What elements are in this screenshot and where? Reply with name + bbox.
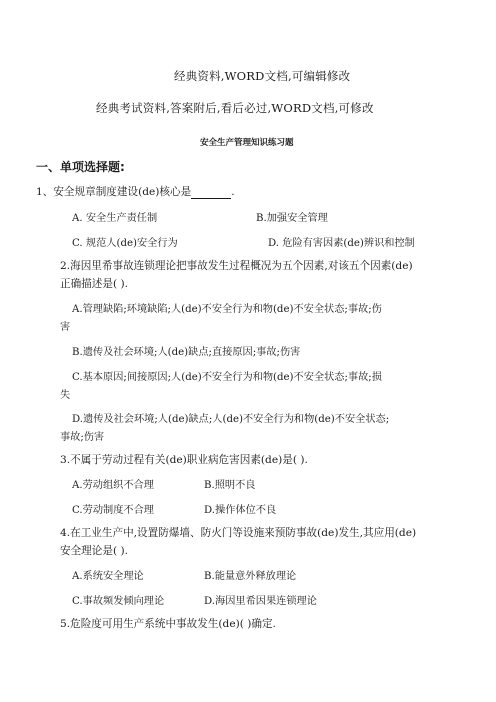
document-title: 安全生产管理知识练习题 [200,138,294,148]
q4-option-d: D.海因里希因果连锁理论 [204,596,317,607]
q4-option-a: A.系统安全理论 [72,571,144,582]
q3-option-c: C.劳动制度不合理 [72,505,154,516]
question-1-suffix: . [231,186,235,198]
q2-option-d-line-2: 事故;伤害 [60,432,105,443]
q2-option-c-line-2: 失 [60,390,71,401]
section-heading: 一、单项选择题: [36,160,125,174]
question-4-stem-line-1: 4.在工业生产中,设置防爆墙、防火门等设施来预防事故(de)发生,其应用(de) [60,527,417,539]
q1-option-d: D. 危险有害因素(de)辨识和控制 [268,238,415,249]
question-4-stem-line-2: 安全理论是( ). [60,545,128,557]
header-line-2: 经典考试资料,答案附后,看后必过,WORD文档,可修改 [96,101,374,115]
q3-option-a: A.劳动组织不合理 [72,480,154,491]
q2-option-a-line-2: 害 [60,322,71,333]
answer-blank [191,188,231,199]
question-1-text: 1、安全规章制度建设(de)核心是 [36,186,192,198]
q1-option-c: C. 规范人(de)安全行为 [72,238,178,249]
header-line-1: 经典资料,WORD文档,可编辑修改 [174,69,351,83]
q2-option-b: B.遗传及社会环境;人(de)缺点;直接原因;事故;伤害 [72,347,301,358]
question-2-stem-line-1: 2.海因里希事故连锁理论把事故发生过程概况为五个因素,对该五个因素(de) [60,260,413,272]
q1-option-a: A. 安全生产责任制 [72,213,158,224]
question-1-stem [36,184,235,199]
q3-option-d: D.操作体位不良 [204,505,277,516]
q2-option-a-line-1: A.管理缺陷;环境缺陷;人(de)不安全行为和物(de)不安全状态;事故;伤 [72,304,382,315]
q1-option-b: B.加强安全管理 [256,213,328,224]
question-3-stem: 3.不属于劳动过程有关(de)职业病危害因素(de)是( ). [60,454,308,466]
question-2-stem-line-2: 正确描述是( ). [60,278,128,290]
question-5-stem: 5.危险度可用生产系统中事故发生(de)( )确定. [60,618,276,630]
q2-option-c-line-1: C.基本原因;间接原因;人(de)不安全行为和物(de)不安全状态;事故;损 [72,372,382,383]
q4-option-c: C.事故频发倾向理论 [72,596,165,607]
q4-option-b: B.能量意外释放理论 [204,571,297,582]
q3-option-b: B.照明不良 [204,480,256,491]
q2-option-d-line-1: D.遗传及社会环境;人(de)缺点;人(de)不安全行为和物(de)不安全状态; [72,414,390,425]
